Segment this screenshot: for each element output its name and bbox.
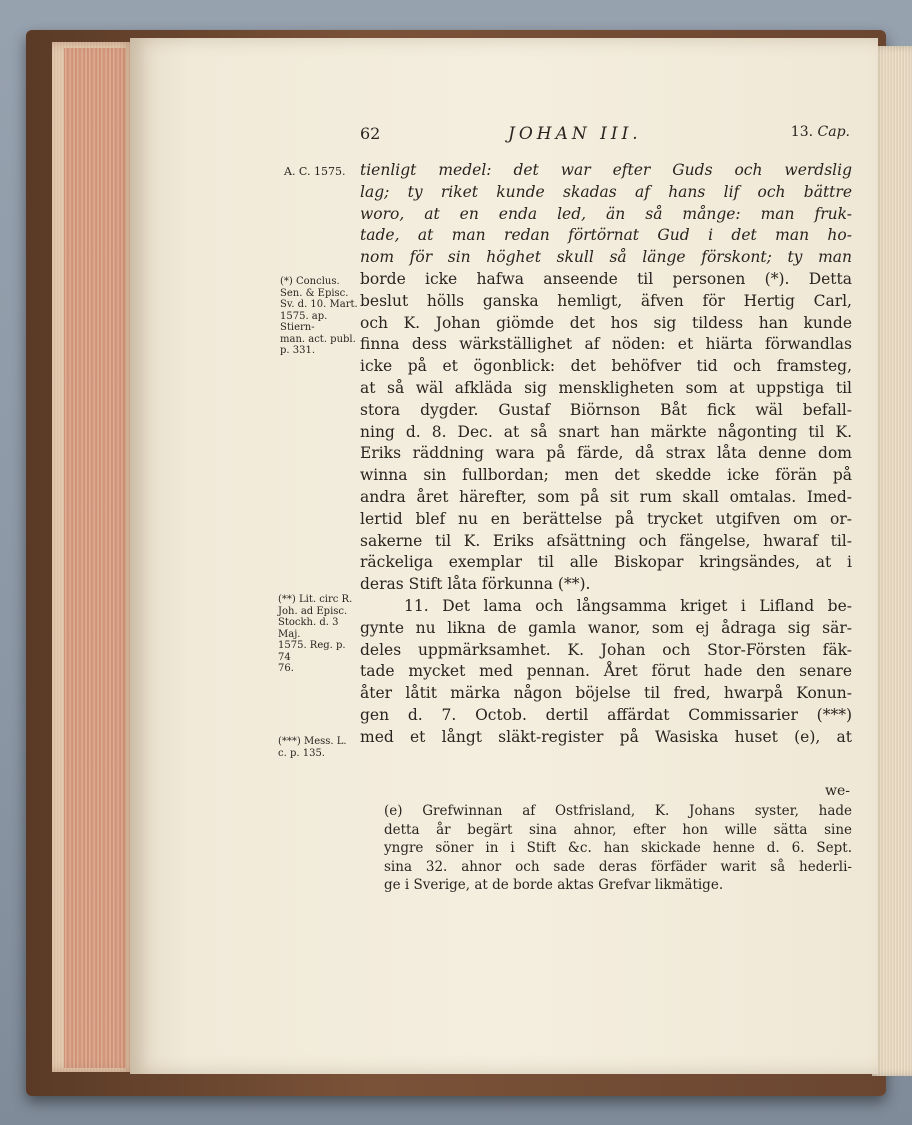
body-line: lertid blef nu en berättelse på trycket utgifven om or- bbox=[360, 509, 852, 528]
body-line: at så wäl afkläda sig menskligheten som at uppstiga til bbox=[360, 378, 852, 397]
body-line: woro, at en enda led, än så månge: man fruk- bbox=[360, 204, 852, 223]
body-line: åter låtit märka någon böjelse til fred, hwarpå Konun- bbox=[360, 684, 852, 703]
body-text bbox=[360, 160, 852, 749]
margin-note-line: (*) Conclus. bbox=[280, 276, 340, 287]
body-line: sakerne til K. Eriks afsättning och fängelse, hwaraf til- bbox=[360, 531, 852, 550]
body-line: nom för sin höghet skull så länge förskont; ty man bbox=[360, 248, 852, 267]
body-line: beslut hölls ganska hemligt, äfven för Hertig Carl, bbox=[360, 291, 852, 310]
body-line: lag; ty riket kunde skadas af hans lif och bättre bbox=[360, 182, 852, 201]
margin-note-line: p. 331. bbox=[280, 345, 316, 356]
body-line: stora dygder. Gustaf Biörnson Båt fick wäl befall- bbox=[360, 400, 852, 419]
margin-note-3 bbox=[278, 736, 360, 759]
body-line: borde icke hafwa anseende til personen (*). Detta bbox=[360, 269, 852, 288]
chapter-word: Cap. bbox=[817, 124, 850, 140]
red-page-edge bbox=[64, 48, 126, 1068]
margin-year: A. C. 1575. bbox=[284, 165, 346, 178]
margin-note-line: 1575. ap. Stiern- bbox=[280, 310, 328, 333]
margin-note-1 bbox=[280, 276, 362, 357]
footnote-line: sina 32. ahnor och sade deras förfäder warit så hederli- bbox=[384, 858, 852, 875]
chapter-number: 13. bbox=[790, 124, 814, 140]
page-block-right bbox=[872, 46, 912, 1076]
body-line: deles uppmärksamhet. K. Johan och Stor-Försten fäk- bbox=[360, 640, 852, 659]
margin-note-line: Sen. & Episc. bbox=[280, 287, 349, 299]
margin-note-line: 76. bbox=[278, 663, 294, 674]
body-line: tade mycket med pennan. Året förut hade den senare bbox=[360, 662, 852, 681]
catchword: we- bbox=[825, 783, 850, 799]
body-line: ning d. 8. Dec. at så snart han märkte någonting til K. bbox=[360, 422, 852, 441]
body-line: räckeliga exemplar til alle Biskopar kringsändes, at i bbox=[360, 553, 852, 572]
body-line: andra året härefter, som på sit rum skall omtalas. Imed- bbox=[360, 487, 852, 506]
margin-note-line: Stockh. d. 3 Maj. bbox=[278, 617, 339, 640]
body-line: Eriks räddning wara på färde, då strax låta denne dom bbox=[360, 444, 852, 463]
margin-note-line: c. p. 135. bbox=[278, 747, 325, 759]
margin-note-line: 1575. Reg. p. 74 bbox=[278, 640, 346, 663]
footnote bbox=[362, 802, 852, 895]
body-line: tade, at man redan förtörnat Gud i det man ho- bbox=[360, 226, 852, 245]
running-header bbox=[360, 124, 850, 150]
footnote-line: (e) Grefwinnan af Ostfrisland, K. Johans syster, hade bbox=[384, 803, 852, 819]
footnote-line: ge i Sverige, at de borde aktas Grefvar likmätige. bbox=[384, 877, 724, 893]
footnote-line: detta år begärt sina ahnor, efter hon wille sätta sine bbox=[384, 821, 852, 838]
chapter-label bbox=[791, 124, 850, 140]
margin-note-2 bbox=[278, 594, 360, 675]
body-line: finna dess wärkställighet af nöden: et hiärta förwandlas bbox=[360, 335, 852, 354]
body-line: gen d. 7. Octob. dertil affärdat Commissarier (***) bbox=[360, 705, 852, 724]
margin-note-line: Joh. ad Episc. bbox=[278, 605, 348, 617]
body-line: och K. Johan giömde det hos sig tildess han kunde bbox=[360, 313, 852, 332]
margin-note-line: (**) Lit. circ R. bbox=[278, 594, 353, 605]
body-line: icke på et ögonblick: det behöfver tid och framsteg, bbox=[360, 357, 852, 376]
body-line: gynte nu likna de gamla wanor, som ej ådraga sig sär- bbox=[360, 618, 852, 637]
body-line: 11. Det lama och långsamma kriget i Lifland be- bbox=[404, 596, 852, 615]
footnote-line: yngre söner in i Stift &c. han skickade henne d. 6. Sept. bbox=[384, 840, 852, 856]
margin-note-line: Sv. d. 10. Mart. bbox=[280, 299, 358, 310]
body-line: med et långt släkt-register på Wasiska huset (e), at bbox=[360, 727, 852, 746]
body-line: tienligt medel: det war efter Guds och werdslig bbox=[360, 161, 852, 179]
page-number: 62 bbox=[360, 124, 381, 143]
margin-note-line: (***) Mess. L. bbox=[278, 736, 347, 747]
margin-note-line: man. act. publ. bbox=[280, 333, 356, 345]
body-line: winna sin fullbordan; men det skedde icke förän på bbox=[360, 466, 852, 485]
running-title: JOHAN III. bbox=[508, 124, 642, 144]
body-line: deras Stift låta förkunna (**). bbox=[360, 575, 591, 594]
